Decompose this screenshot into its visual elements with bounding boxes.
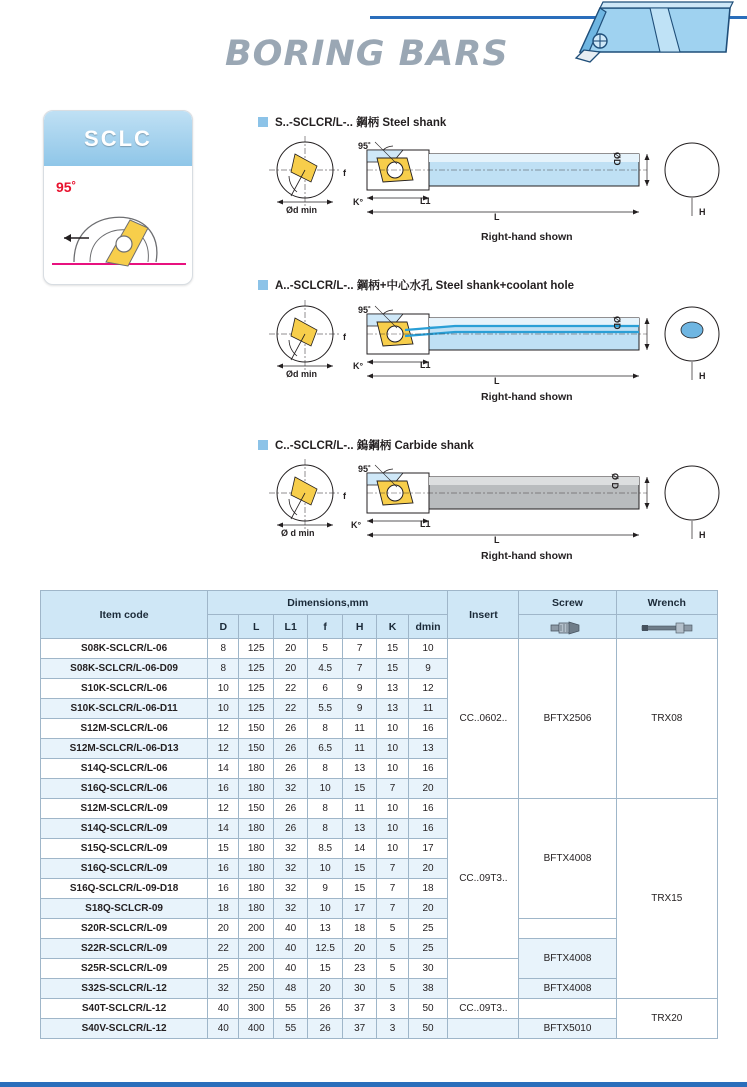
cell-dmin: 16 <box>408 759 448 779</box>
cell-D: 14 <box>208 819 239 839</box>
th-dim-D: D <box>208 615 239 639</box>
cell-dmin: 30 <box>408 959 448 979</box>
label-angle-steel: 95˚ <box>358 141 372 151</box>
th-screw: Screw <box>519 591 616 615</box>
screw-icon <box>549 621 585 635</box>
cell-H: 37 <box>342 999 376 1019</box>
note-right-hand-carbide: Right-hand shown <box>481 550 573 562</box>
cell-D: 40 <box>208 999 239 1019</box>
cell-screw: BFTX4008 <box>519 799 616 919</box>
cell-L1: 40 <box>273 959 307 979</box>
cell-K: 5 <box>377 959 408 979</box>
label-L1-coolant: L1 <box>420 360 431 370</box>
cell-L: 300 <box>239 999 273 1019</box>
cell-wrench: TRX20 <box>616 999 717 1039</box>
th-dim-dmin: dmin <box>408 615 448 639</box>
cell-H: 11 <box>342 739 376 759</box>
cell-D: 12 <box>208 739 239 759</box>
cell-D: 32 <box>208 979 239 999</box>
cell-f: 8 <box>308 819 342 839</box>
diagram-coolant-shank <box>255 296 725 386</box>
section-heading-carbide: C..-SCLCR/L-.. 鎢鋼柄 Carbide shank <box>258 437 474 453</box>
th-item-code: Item code <box>41 591 208 639</box>
cell-dmin: 16 <box>408 799 448 819</box>
cell-D: 25 <box>208 959 239 979</box>
cell-f: 5.5 <box>308 699 342 719</box>
cell-L: 200 <box>239 959 273 979</box>
cell-item-code: S16Q-SCLCR/L-06 <box>41 779 208 799</box>
cell-K: 10 <box>377 819 408 839</box>
cell-K: 10 <box>377 719 408 739</box>
cell-L1: 40 <box>273 939 307 959</box>
wrench-icon <box>640 622 694 634</box>
sclc-card-angle: 95˚ <box>56 179 77 195</box>
cell-L: 150 <box>239 739 273 759</box>
cell-dmin: 17 <box>408 839 448 859</box>
screw-icon-cell <box>519 615 616 639</box>
cell-K: 15 <box>377 659 408 679</box>
cell-f: 8 <box>308 759 342 779</box>
cell-f: 26 <box>308 1019 342 1039</box>
cell-L1: 55 <box>273 1019 307 1039</box>
cell-K: 5 <box>377 919 408 939</box>
sclc-card <box>43 110 193 285</box>
label-kappa-carbide: K° <box>351 520 362 530</box>
cell-L1: 20 <box>273 659 307 679</box>
cell-L1: 22 <box>273 679 307 699</box>
label-H-steel: H <box>699 207 706 217</box>
cell-D: 16 <box>208 879 239 899</box>
cell-screw: BFTX5010 <box>519 1019 616 1039</box>
label-L-carbide: L <box>494 535 500 545</box>
label-angle-carbide: 95˚ <box>358 464 372 474</box>
table-row[interactable] <box>41 919 718 939</box>
cell-K: 7 <box>377 779 408 799</box>
footer-bar <box>0 1082 747 1087</box>
cell-item-code: S25R-SCLCR/L-09 <box>41 959 208 979</box>
cell-L1: 26 <box>273 759 307 779</box>
section-heading-coolant: A..-SCLCR/L-.. 鋼柄+中心水孔 Steel shank+coolant hole <box>258 277 574 293</box>
cell-K: 10 <box>377 799 408 819</box>
th-dim-L: L <box>239 615 273 639</box>
cell-item-code: S32S-SCLCR/L-12 <box>41 979 208 999</box>
cell-D: 12 <box>208 799 239 819</box>
cell-D: 12 <box>208 719 239 739</box>
cell-dmin: 11 <box>408 699 448 719</box>
cell-item-code: S16Q-SCLCR/L-09-D18 <box>41 879 208 899</box>
cell-dmin: 16 <box>408 819 448 839</box>
cell-K: 10 <box>377 759 408 779</box>
cell-K: 13 <box>377 679 408 699</box>
cell-L1: 26 <box>273 739 307 759</box>
cell-dmin: 38 <box>408 979 448 999</box>
cell-dmin: 25 <box>408 919 448 939</box>
page-title: BORING BARS <box>225 34 509 74</box>
label-dmin-carbide: Ø d min <box>281 528 315 538</box>
cell-item-code: S12M-SCLCR/L-06-D13 <box>41 739 208 759</box>
diagram-steel-shank <box>255 132 725 222</box>
cell-L1: 48 <box>273 979 307 999</box>
cell-D: 8 <box>208 639 239 659</box>
spec-table-wrap <box>40 590 718 1039</box>
label-D-steel: ØD <box>612 152 622 166</box>
cell-dmin: 25 <box>408 939 448 959</box>
cell-H: 37 <box>342 1019 376 1039</box>
cell-L: 400 <box>239 1019 273 1039</box>
label-f-coolant: f <box>343 332 346 342</box>
cell-D: 40 <box>208 1019 239 1039</box>
cell-screw: BFTX2506 <box>519 639 616 799</box>
cell-f: 6.5 <box>308 739 342 759</box>
cell-H: 13 <box>342 759 376 779</box>
cell-f: 20 <box>308 979 342 999</box>
th-dim-L1: L1 <box>273 615 307 639</box>
label-f-steel: f <box>343 168 346 178</box>
cell-D: 20 <box>208 919 239 939</box>
label-angle-coolant: 95˚ <box>358 305 372 315</box>
boring-bar-illustration-icon <box>530 0 745 70</box>
cell-L: 180 <box>239 759 273 779</box>
cell-K: 7 <box>377 879 408 899</box>
label-L-coolant: L <box>494 376 500 386</box>
cell-L: 150 <box>239 799 273 819</box>
th-wrench: Wrench <box>616 591 717 615</box>
th-dim-H: H <box>342 615 376 639</box>
label-H-carbide: H <box>699 530 706 540</box>
cell-dmin: 12 <box>408 679 448 699</box>
cell-D: 15 <box>208 839 239 859</box>
cell-H: 23 <box>342 959 376 979</box>
cell-H: 18 <box>342 919 376 939</box>
cell-L1: 40 <box>273 919 307 939</box>
cell-L1: 32 <box>273 879 307 899</box>
cell-dmin: 20 <box>408 779 448 799</box>
cell-f: 8 <box>308 799 342 819</box>
wrench-icon-cell <box>616 615 717 639</box>
cell-L: 125 <box>239 659 273 679</box>
cell-L: 180 <box>239 859 273 879</box>
cell-wrench: TRX15 <box>616 799 717 999</box>
cell-K: 3 <box>377 999 408 1019</box>
cell-K: 5 <box>377 939 408 959</box>
table-row[interactable] <box>41 799 718 819</box>
cell-dmin: 20 <box>408 859 448 879</box>
cell-dmin: 50 <box>408 999 448 1019</box>
cell-H: 30 <box>342 979 376 999</box>
label-L1-carbide: L1 <box>420 519 431 529</box>
cell-H: 11 <box>342 799 376 819</box>
cell-H: 15 <box>342 879 376 899</box>
cell-screw <box>519 919 616 939</box>
cell-item-code: S40V-SCLCR/L-12 <box>41 1019 208 1039</box>
cell-K: 5 <box>377 979 408 999</box>
cell-f: 5 <box>308 639 342 659</box>
cell-item-code: S08K-SCLCR/L-06 <box>41 639 208 659</box>
cell-H: 9 <box>342 699 376 719</box>
cell-D: 22 <box>208 939 239 959</box>
cell-L1: 26 <box>273 799 307 819</box>
label-D-carbide: Ø D <box>610 473 620 490</box>
cell-L1: 26 <box>273 819 307 839</box>
cell-L: 150 <box>239 719 273 739</box>
note-right-hand-steel: Right-hand shown <box>481 231 573 243</box>
cell-f: 10 <box>308 859 342 879</box>
table-row[interactable] <box>41 939 718 959</box>
section-bullet-icon <box>258 280 268 290</box>
cell-f: 6 <box>308 679 342 699</box>
cell-f: 8 <box>308 719 342 739</box>
cell-insert: CC..09T3.. <box>448 999 519 1019</box>
label-dmin-coolant: Ød min <box>286 369 317 379</box>
cell-L: 180 <box>239 879 273 899</box>
cell-item-code: S18Q-SCLCR-09 <box>41 899 208 919</box>
cell-f: 12.5 <box>308 939 342 959</box>
cell-L1: 32 <box>273 839 307 859</box>
cell-H: 15 <box>342 859 376 879</box>
spec-table-body <box>41 639 718 1039</box>
cell-D: 16 <box>208 859 239 879</box>
cell-dmin: 50 <box>408 1019 448 1039</box>
cell-insert: CC..0602.. <box>448 639 519 799</box>
cell-L1: 22 <box>273 699 307 719</box>
cell-L: 125 <box>239 679 273 699</box>
sclc-card-header <box>44 111 192 166</box>
table-row[interactable] <box>41 979 718 999</box>
label-kappa-coolant: K° <box>353 361 364 371</box>
cell-f: 8.5 <box>308 839 342 859</box>
label-kappa-steel: K° <box>353 197 364 207</box>
cell-f: 10 <box>308 899 342 919</box>
cell-item-code: S10K-SCLCR/L-06-D11 <box>41 699 208 719</box>
label-dmin-steel: Ød min <box>286 205 317 215</box>
cell-K: 15 <box>377 639 408 659</box>
cell-dmin: 18 <box>408 879 448 899</box>
cell-H: 15 <box>342 779 376 799</box>
section-bullet-icon <box>258 117 268 127</box>
th-dim-K: K <box>377 615 408 639</box>
cell-L: 180 <box>239 819 273 839</box>
th-dimensions: Dimensions,mm <box>208 591 448 615</box>
cell-H: 17 <box>342 899 376 919</box>
cell-item-code: S12M-SCLCR/L-06 <box>41 719 208 739</box>
page-banner <box>0 0 747 92</box>
cell-item-code: S14Q-SCLCR/L-06 <box>41 759 208 779</box>
cell-item-code: S22R-SCLCR/L-09 <box>41 939 208 959</box>
label-D-coolant: ØD <box>612 316 622 330</box>
cell-item-code: S40T-SCLCR/L-12 <box>41 999 208 1019</box>
cell-K: 3 <box>377 1019 408 1039</box>
cell-K: 7 <box>377 899 408 919</box>
cell-item-code: S16Q-SCLCR/L-09 <box>41 859 208 879</box>
cell-L1: 32 <box>273 899 307 919</box>
cell-H: 9 <box>342 679 376 699</box>
cell-L: 200 <box>239 939 273 959</box>
th-insert: Insert <box>448 591 519 639</box>
cell-L: 250 <box>239 979 273 999</box>
spec-table <box>40 590 718 1039</box>
cell-item-code: S14Q-SCLCR/L-09 <box>41 819 208 839</box>
cell-L: 180 <box>239 899 273 919</box>
label-H-coolant: H <box>699 371 706 381</box>
cell-dmin: 13 <box>408 739 448 759</box>
cell-L: 125 <box>239 699 273 719</box>
cell-f: 13 <box>308 919 342 939</box>
cell-dmin: 16 <box>408 719 448 739</box>
cell-f: 26 <box>308 999 342 1019</box>
cell-screw: BFTX4008 <box>519 979 616 999</box>
cell-H: 7 <box>342 639 376 659</box>
cell-wrench: TRX08 <box>616 639 717 799</box>
cell-L1: 32 <box>273 859 307 879</box>
cell-insert <box>448 959 519 999</box>
cell-L1: 20 <box>273 639 307 659</box>
cell-dmin: 20 <box>408 899 448 919</box>
cell-L1: 32 <box>273 779 307 799</box>
cell-item-code: S15Q-SCLCR/L-09 <box>41 839 208 859</box>
section-bullet-icon <box>258 440 268 450</box>
cell-f: 4.5 <box>308 659 342 679</box>
cell-dmin: 10 <box>408 639 448 659</box>
cell-insert <box>448 1019 519 1039</box>
cell-insert: CC..09T3.. <box>448 799 519 959</box>
cell-f: 10 <box>308 779 342 799</box>
cell-dmin: 9 <box>408 659 448 679</box>
note-right-hand-coolant: Right-hand shown <box>481 391 573 403</box>
cell-D: 8 <box>208 659 239 679</box>
cell-H: 7 <box>342 659 376 679</box>
cell-H: 14 <box>342 839 376 859</box>
cell-H: 13 <box>342 819 376 839</box>
cell-f: 9 <box>308 879 342 899</box>
table-row[interactable] <box>41 1019 718 1039</box>
cell-L: 180 <box>239 839 273 859</box>
cell-L: 125 <box>239 639 273 659</box>
diagram-carbide-shank <box>255 455 725 545</box>
label-L1-steel: L1 <box>420 196 431 206</box>
cell-item-code: S20R-SCLCR/L-09 <box>41 919 208 939</box>
cell-item-code: S10K-SCLCR/L-06 <box>41 679 208 699</box>
cell-f: 15 <box>308 959 342 979</box>
cell-D: 18 <box>208 899 239 919</box>
sclc-card-code: SCLC <box>84 125 152 151</box>
cell-H: 11 <box>342 719 376 739</box>
cell-H: 20 <box>342 939 376 959</box>
cell-item-code: S08K-SCLCR/L-06-D09 <box>41 659 208 679</box>
cell-item-code: S12M-SCLCR/L-09 <box>41 799 208 819</box>
section-heading-steel-shank: S..-SCLCR/L-.. 鋼柄 Steel shank <box>258 114 446 130</box>
label-L-steel: L <box>494 212 500 222</box>
th-dim-f: f <box>308 615 342 639</box>
cell-L1: 26 <box>273 719 307 739</box>
cell-L: 180 <box>239 779 273 799</box>
cell-D: 10 <box>208 699 239 719</box>
table-row[interactable] <box>41 639 718 659</box>
cell-L1: 55 <box>273 999 307 1019</box>
table-row[interactable] <box>41 999 718 1019</box>
cell-K: 10 <box>377 739 408 759</box>
table-header-row-1 <box>41 591 718 615</box>
cell-K: 13 <box>377 699 408 719</box>
cell-K: 10 <box>377 839 408 859</box>
cell-D: 14 <box>208 759 239 779</box>
cell-D: 10 <box>208 679 239 699</box>
cell-K: 7 <box>377 859 408 879</box>
cell-D: 16 <box>208 779 239 799</box>
cell-screw: BFTX4008 <box>519 939 616 979</box>
cell-L: 200 <box>239 919 273 939</box>
cell-screw <box>519 999 616 1019</box>
label-f-carbide: f <box>343 491 346 501</box>
